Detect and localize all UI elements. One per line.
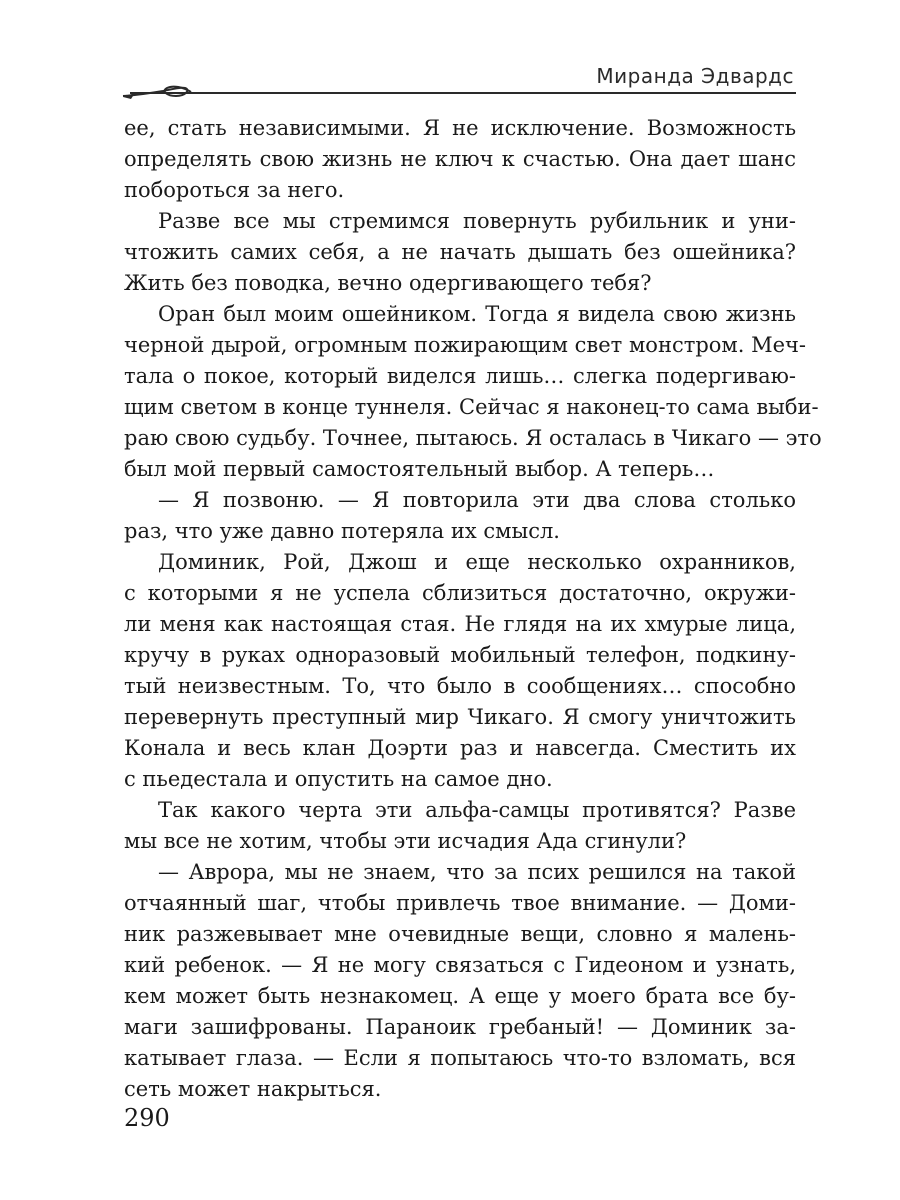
text-line: кручу в руках одноразовый мобильный телефон, подкину- [124,643,796,667]
text-line: отчаянный шаг, чтобы привлечь твое внимание. — Доми- [124,891,796,915]
text-line: тала о покое, который виделся лишь… слегка подергиваю- [124,364,796,388]
text-line: чтожить самих себя, а не начать дышать без ошейника? [124,240,796,264]
body-text [124,113,822,1105]
text-line: кий ребенок. — Я не могу связаться с Гидеоном и узнать, [124,953,796,977]
text-line: мы все не хотим, чтобы эти исчадия Ада сгинули? [124,829,687,853]
text-line: ли меня как настоящая стая. Не глядя на их хмурые лица, [124,612,796,636]
text-line: с которыми я не успела сблизиться достаточно, окружи- [124,581,796,605]
page-number: 290 [124,1104,170,1132]
text-line: Разве все мы стремимся повернуть рубильник и уни- [158,209,796,233]
header-rule [130,92,796,94]
text-line: сеть может накрыться. [124,1077,382,1101]
header-author: Миранда Эдвардс [596,64,794,88]
text-line: — Аврора, мы не знаем, что за псих решился на такой [158,860,796,884]
text-line: перевернуть преступный мир Чикаго. Я смогу уничтожить [124,705,796,729]
text-line: побороться за него. [124,178,345,202]
text-line: маги зашифрованы. Параноик гребаный! — Доминик за- [124,1015,796,1039]
text-line: Жить без поводка, вечно одергивающего тебя? [124,271,652,295]
text-line: черной дырой, огромным пожирающим свет монстром. Меч- [124,333,806,357]
text-line: был мой первый самостоятельный выбор. А теперь… [124,457,715,481]
text-line: кем может быть незнакомец. А еще у моего брата все бу- [124,984,796,1008]
text-line: ник разжевывает мне очевидные вещи, словно я малень- [124,922,796,946]
text-line: раз, что уже давно потеряла их смысл. [124,519,560,543]
text-line: Оран был моим ошейником. Тогда я видела свою жизнь [158,302,796,326]
text-line: Доминик, Рой, Джош и еще несколько охранников, [158,550,796,574]
text-line: тый неизвестным. То, что было в сообщениях… способно [124,674,796,698]
text-line: — Я позвоню. — Я повторила эти два слова столько [158,488,796,512]
text-line: ее, стать независимыми. Я не исключение. Возможность [124,116,796,140]
text-line: определять свою жизнь не ключ к счастью. Она дает шанс [124,147,796,171]
text-line: Конала и весь клан Доэрти раз и навсегда. Сместить их [124,736,796,760]
text-line: с пьедестала и опустить на самое дно. [124,767,553,791]
text-line: катывает глаза. — Если я попытаюсь что-то взломать, вся [124,1046,796,1070]
text-line: щим светом в конце туннеля. Сейчас я наконец-то сама выби- [124,395,819,419]
text-line: раю свою судьбу. Точнее, пытаюсь. Я осталась в Чикаго — это [124,426,822,450]
text-line: Так какого черта эти альфа-самцы противятся? Разве [158,798,796,822]
